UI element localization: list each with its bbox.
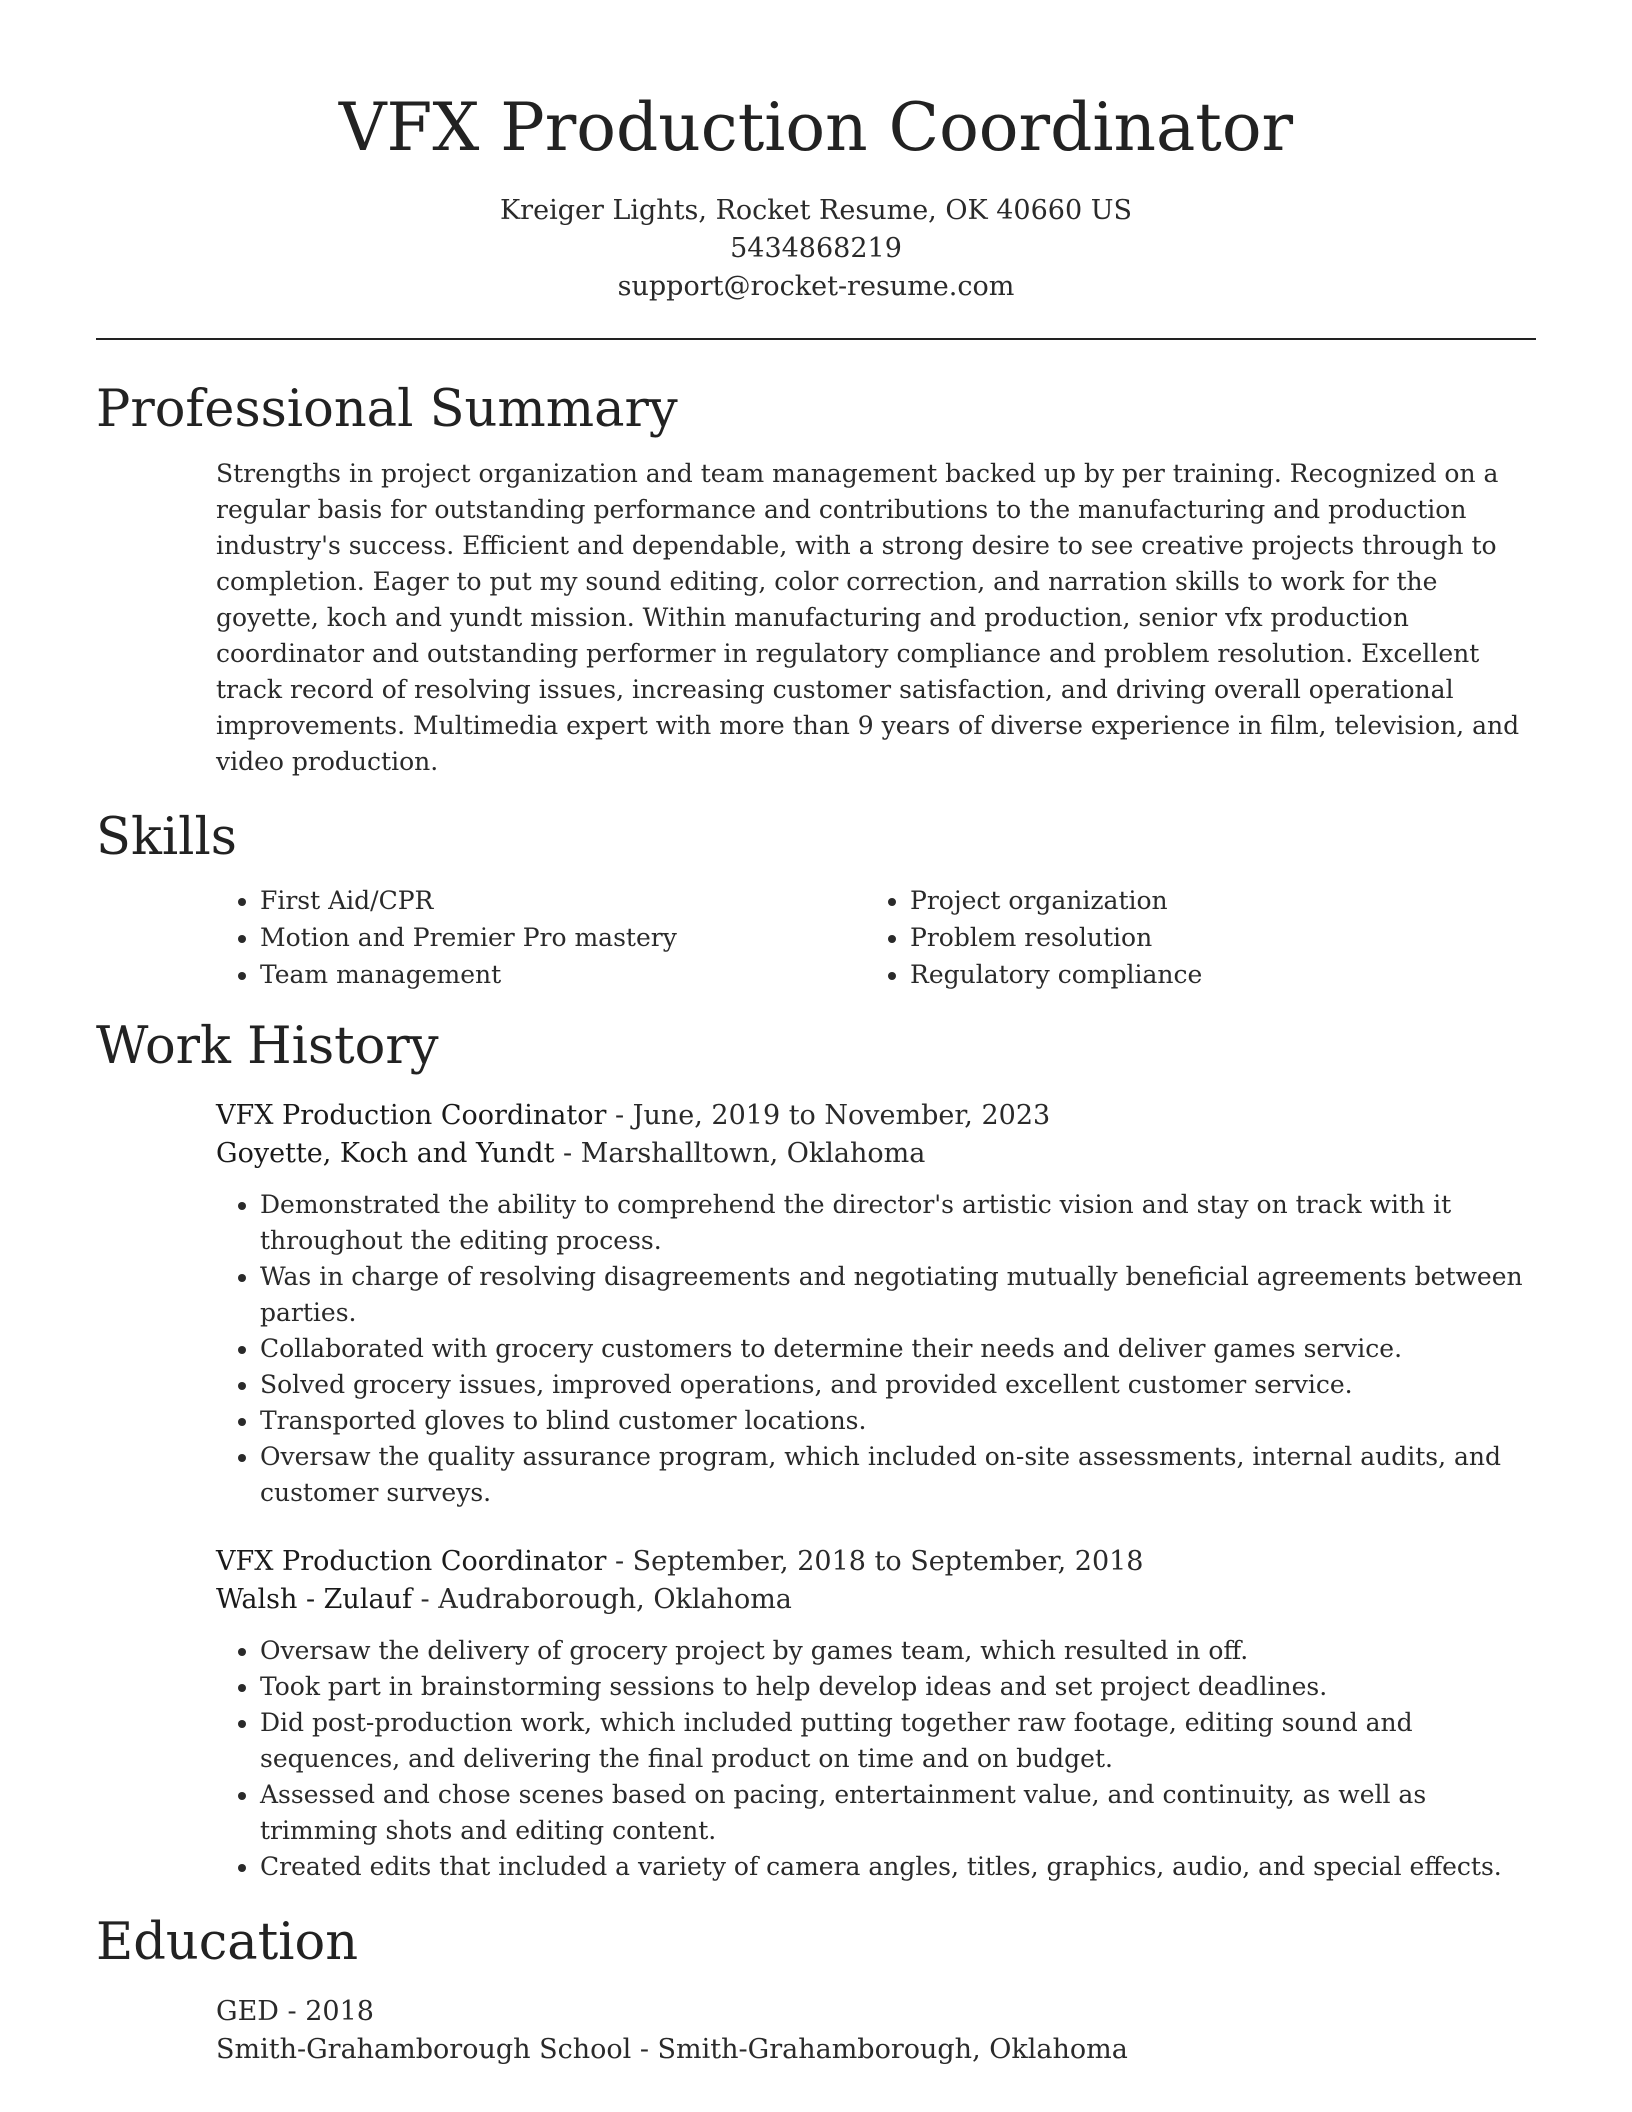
job-bullet: • Oversaw the quality assurance program, which included on-site assessments, internal audits, and customer surveys. bbox=[260, 1439, 1536, 1511]
job-company-line bbox=[216, 1581, 1536, 1619]
summary-heading: Professional Summary bbox=[96, 380, 678, 439]
job-dates: - June, 2019 to November, 2023 bbox=[606, 1100, 1051, 1131]
degree: GED bbox=[216, 1996, 279, 2027]
job-title: VFX Production Coordinator bbox=[216, 1100, 607, 1131]
job-location: - Audraborough, Oklahoma bbox=[411, 1584, 792, 1615]
job-bullet: • Oversaw the delivery of grocery project by games team, which resulted in off. bbox=[260, 1633, 1536, 1669]
job-bullet: • Took part in brainstorming sessions to help develop ideas and set project deadlines. bbox=[260, 1669, 1536, 1705]
job-title-line bbox=[216, 1543, 1536, 1581]
job-entry bbox=[216, 1543, 1536, 1885]
candidate-name: VFX Production Coordinator bbox=[338, 89, 1294, 166]
job-bullet: • Transported gloves to blind customer locations. bbox=[260, 1403, 1536, 1439]
email: support@rocket-resume.com bbox=[617, 271, 1015, 302]
skills-heading: Skills bbox=[96, 808, 237, 867]
skills-list bbox=[216, 882, 1536, 993]
resume-header bbox=[96, 0, 1536, 306]
skill-item: • Project organization bbox=[910, 882, 1516, 919]
job-company: Goyette, Koch and Yundt bbox=[216, 1138, 555, 1169]
job-bullet: • Solved grocery issues, improved operations, and provided excellent customer service. bbox=[260, 1367, 1536, 1403]
summary-text: Strengths in project organization and team management backed up by per training. Recognized on a regular basis for outstanding performance and contributions to the manufacturing and production industry's success. Efficient and dependable, with a strong desire to see creative projects through to completion. Eager to put my sound editing, color correction, and narration skills to work for the goyette, koch and yundt mission. Within manufacturing and production, senior vfx production coordinator and outstanding performer in regulatory compliance and problem resolution. Excellent track record of resolving issues, increasing customer satisfaction, and driving overall operational improvements. Multimedia expert with more than 9 years of diverse experience in film, television, and video production. bbox=[216, 459, 1520, 776]
job-bullets bbox=[216, 1187, 1536, 1511]
job-bullet: • Did post-production work, which included putting together raw footage, editing sound and sequences, and delivering the final product on time and on budget. bbox=[260, 1705, 1536, 1777]
work-history-heading: Work History bbox=[96, 1017, 439, 1076]
job-bullet: • Collaborated with grocery customers to determine their needs and deliver games service. bbox=[260, 1331, 1536, 1367]
contact-block bbox=[96, 192, 1536, 306]
skills-column-left bbox=[216, 882, 866, 993]
job-entry bbox=[216, 1097, 1536, 1511]
education-entry bbox=[216, 1993, 1536, 2069]
skill-item: • Team management bbox=[260, 956, 866, 993]
skill-item: • First Aid/CPR bbox=[260, 882, 866, 919]
school-name: Smith-Grahamborough School bbox=[216, 2034, 632, 2065]
job-title-line bbox=[216, 1097, 1536, 1135]
job-bullet: • Assessed and chose scenes based on pacing, entertainment value, and continuity, as well as trimming shots and editing content. bbox=[260, 1777, 1536, 1849]
skills-column-right bbox=[866, 882, 1516, 993]
graduation-year: - 2018 bbox=[278, 1996, 374, 2027]
job-company-line bbox=[216, 1135, 1536, 1173]
school-line bbox=[216, 2031, 1536, 2069]
job-bullet: • Created edits that included a variety of camera angles, titles, graphics, audio, and special effects. bbox=[260, 1849, 1536, 1885]
job-bullet: • Was in charge of resolving disagreements and negotiating mutually beneficial agreements between parties. bbox=[260, 1259, 1536, 1331]
skill-item: • Problem resolution bbox=[910, 919, 1516, 956]
job-title: VFX Production Coordinator bbox=[216, 1546, 607, 1577]
job-bullets bbox=[216, 1633, 1536, 1885]
skill-item: • Regulatory compliance bbox=[910, 956, 1516, 993]
job-location: - Marshalltown, Oklahoma bbox=[554, 1138, 926, 1169]
job-company: Walsh - Zulauf bbox=[216, 1584, 412, 1615]
degree-line bbox=[216, 1993, 1536, 2031]
phone: 5434868219 bbox=[730, 233, 902, 264]
job-dates: - September, 2018 to September, 2018 bbox=[606, 1546, 1144, 1577]
skill-item: • Motion and Premier Pro mastery bbox=[260, 919, 866, 956]
job-bullet: • Demonstrated the ability to comprehend the director's artistic vision and stay on track with it throughout the editing process. bbox=[260, 1187, 1536, 1259]
header-divider bbox=[96, 338, 1536, 340]
education-heading: Education bbox=[96, 1913, 359, 1972]
address: Kreiger Lights, Rocket Resume, OK 40660 US bbox=[500, 195, 1132, 226]
school-location: - Smith-Grahamborough, Oklahoma bbox=[631, 2034, 1128, 2065]
